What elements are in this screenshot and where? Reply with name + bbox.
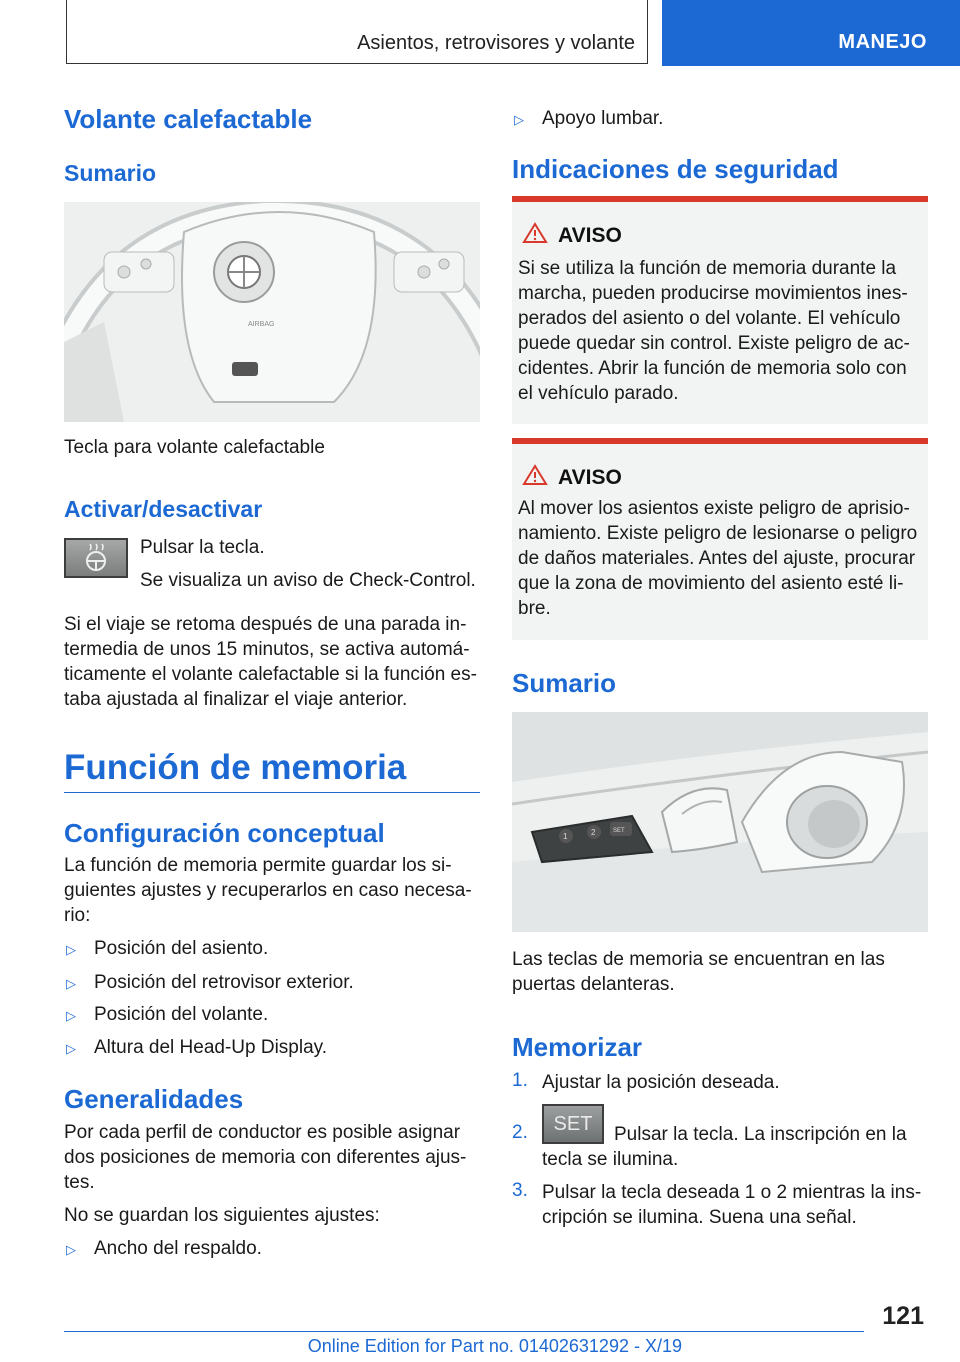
warning-2-line-4: que la zona de movimiento del asiento esté li- <box>518 573 904 594</box>
header-section-title: Asientos, retrovisores y volante <box>357 32 635 54</box>
step-number: 2. <box>512 1122 528 1143</box>
step-2-line-2: tecla se ilumina. <box>542 1149 679 1170</box>
warning-1-line-4: puede quedar sin control. Existe peligro de ac- <box>518 333 910 354</box>
bullet-arrow-icon: ▷ <box>66 976 76 991</box>
warning-2-line-1: Al mover los asientos existe peligro de aprisio- <box>518 498 910 519</box>
sumario-heading-right: Sumario <box>512 668 617 698</box>
memory-set-key-label: SET <box>613 828 625 834</box>
header-chapter-label: MANEJO <box>838 31 927 53</box>
step-2-line-1: Pulsar la tecla. La inscripción en la <box>614 1124 907 1145</box>
bullet-arrow-icon: ▷ <box>66 1041 76 1056</box>
nosave-bullet-1: Ancho del respaldo. <box>94 1238 262 1259</box>
bullet-arrow-icon: ▷ <box>514 112 524 127</box>
sumario-heading: Sumario <box>64 160 157 186</box>
para-line-4: taba ajustada al finalizar el viaje anterior. <box>64 689 408 710</box>
config-line-2: guientes ajustes y recuperarlos en caso necesa- <box>64 880 472 901</box>
bullet-top: Apoyo lumbar. <box>542 108 664 129</box>
general-line-1: Por cada perfil de conductor es posible asignar <box>64 1122 461 1143</box>
warning-1-line-1: Si se utiliza la función de memoria durante la <box>518 258 897 279</box>
step-1-line-1: Ajustar la posición deseada. <box>542 1072 780 1093</box>
step-number: 1. <box>512 1070 528 1091</box>
warning-box-1 <box>512 196 928 424</box>
general-line-2: dos posiciones de memoria con diferentes ajus- <box>64 1147 467 1168</box>
heated-steering-wheel-icon <box>66 540 126 576</box>
chapter-rule <box>64 792 480 793</box>
steering-wheel-image <box>64 202 480 422</box>
memorizar-heading: Memorizar <box>512 1032 643 1062</box>
step-number: 3. <box>512 1180 528 1201</box>
warning-1-line-6: el vehículo parado. <box>518 383 679 404</box>
warning-triangle-icon <box>522 222 548 244</box>
activar-heading: Activar/desactivar <box>64 496 263 522</box>
footer-rule <box>64 1331 864 1332</box>
warning-title: AVISO <box>558 224 622 247</box>
config-line-1: La función de memoria permite guardar los si- <box>64 855 452 876</box>
warning-bar <box>512 438 928 444</box>
warning-box-2 <box>512 438 928 640</box>
config-bullet-4: Altura del Head-Up Display. <box>94 1037 328 1058</box>
warning-2-line-3: de daños materiales. Antes del ajuste, procurar <box>518 548 916 569</box>
config-heading: Configuración conceptual <box>64 818 385 848</box>
nosave-line: No se guardan los siguientes ajustes: <box>64 1205 380 1226</box>
caption-right-line-2: puertas delanteras. <box>512 974 675 995</box>
bullet-arrow-icon: ▷ <box>66 1242 76 1257</box>
para-line-1: Si el viaje se retoma después de una parada in- <box>64 614 467 635</box>
warning-1-line-3: perados del asiento o del volante. El vehículo <box>518 308 901 329</box>
para-line-3: ticamente el volante calefactable si la función es- <box>64 664 477 685</box>
activar-line-1: Pulsar la tecla. <box>140 537 265 558</box>
general-line-3: tes. <box>64 1172 95 1193</box>
seguridad-heading: Indicaciones de seguridad <box>512 154 839 184</box>
config-bullet-1: Posición del asiento. <box>94 938 269 959</box>
memory-key-1-label: 1 <box>563 832 568 841</box>
warning-triangle-icon <box>522 464 548 486</box>
door-panel-illustration <box>512 712 928 932</box>
warning-2-line-2: namiento. Existe peligro de lesionarse o peligro <box>518 523 918 544</box>
activar-line-2: Se visualiza un aviso de Check-Control. <box>140 570 476 591</box>
memory-key-2-label: 2 <box>591 828 596 837</box>
step-3-line-1: Pulsar la tecla deseada 1 o 2 mientras la ins- <box>542 1182 922 1203</box>
warning-bar <box>512 196 928 202</box>
step-3-line-2: cripción se ilumina. Suena una señal. <box>542 1207 857 1228</box>
warning-1-line-5: cidentes. Abrir la función de memoria solo con <box>518 358 907 379</box>
image-caption: Tecla para volante calefactable <box>64 437 325 458</box>
header-chapter-tab[interactable] <box>662 0 960 66</box>
para-line-2: termedia de unos 15 minutos, se activa automá- <box>64 639 470 660</box>
caption-right-line-1: Las teclas de memoria se encuentran en las <box>512 949 885 970</box>
chapter-heading: Función de memoria <box>64 748 407 787</box>
config-line-3: rio: <box>64 905 91 926</box>
warning-title: AVISO <box>558 466 622 489</box>
warning-2-line-5: bre. <box>518 598 551 619</box>
heated-wheel-key-icon <box>232 362 258 376</box>
warning-1-line-2: marcha, pueden producirse movimientos ines- <box>518 283 908 304</box>
section-title: Volante calefactable <box>64 104 313 134</box>
bullet-arrow-icon: ▷ <box>66 1008 76 1023</box>
door-memory-keys-image <box>512 712 928 932</box>
airbag-label: AIRBAG <box>248 321 275 328</box>
config-bullet-3: Posición del volante. <box>94 1004 269 1025</box>
page-number: 121 <box>882 1302 924 1330</box>
heated-steering-wheel-button[interactable] <box>64 538 128 578</box>
general-heading: Generalidades <box>64 1084 244 1114</box>
bullet-arrow-icon: ▷ <box>66 942 76 957</box>
footer-edition: Online Edition for Part no. 01402631292 - X/19 <box>307 1336 682 1356</box>
steering-wheel-illustration <box>64 202 480 422</box>
config-bullet-2: Posición del retrovisor exterior. <box>94 972 354 993</box>
set-button[interactable]: SET <box>542 1104 604 1144</box>
